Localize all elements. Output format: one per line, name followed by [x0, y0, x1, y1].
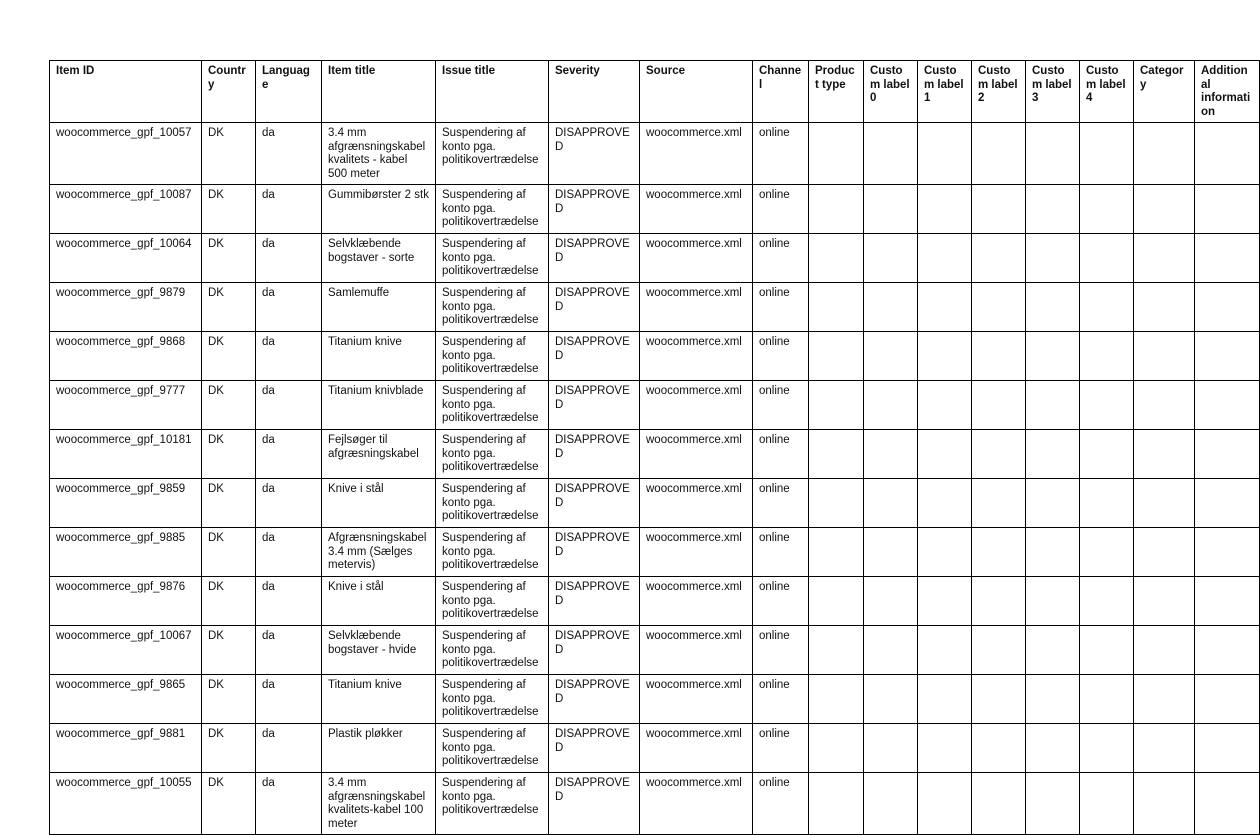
cell-custom-label-1 [918, 773, 972, 835]
cell-custom-label-2 [972, 123, 1026, 185]
header-additional-information: Additional information [1195, 61, 1260, 123]
cell-country: DK [202, 185, 256, 234]
cell-language: da [256, 675, 322, 724]
table-row [50, 724, 1260, 773]
cell-custom-label-3 [1026, 675, 1080, 724]
cell-source: woocommerce.xml [640, 675, 753, 724]
cell-channel: online [753, 528, 809, 577]
cell-country: DK [202, 479, 256, 528]
header-custom-label-2: Custom label 2 [972, 61, 1026, 123]
cell-issue-title: Suspendering af konto pga. politikovertrædelse [436, 234, 549, 283]
cell-item-title: Gummibørster 2 stk [322, 185, 436, 234]
cell-source: woocommerce.xml [640, 283, 753, 332]
cell-custom-label-3 [1026, 332, 1080, 381]
cell-product-type [809, 234, 864, 283]
cell-additional-information [1195, 626, 1260, 675]
cell-custom-label-2 [972, 234, 1026, 283]
header-row [50, 61, 1260, 123]
table-row [50, 332, 1260, 381]
cell-severity: DISAPPROVED [549, 675, 640, 724]
cell-category [1134, 123, 1195, 185]
cell-channel: online [753, 234, 809, 283]
cell-severity: DISAPPROVED [549, 283, 640, 332]
cell-channel: online [753, 332, 809, 381]
cell-custom-label-3 [1026, 185, 1080, 234]
cell-custom-label-0 [864, 381, 918, 430]
cell-country: DK [202, 724, 256, 773]
cell-country: DK [202, 528, 256, 577]
cell-item-title: Knive i stål [322, 577, 436, 626]
cell-custom-label-4 [1080, 724, 1134, 773]
cell-channel: online [753, 724, 809, 773]
cell-category [1134, 283, 1195, 332]
cell-product-type [809, 332, 864, 381]
cell-product-type [809, 123, 864, 185]
cell-custom-label-3 [1026, 479, 1080, 528]
cell-channel: online [753, 185, 809, 234]
cell-custom-label-1 [918, 724, 972, 773]
cell-source: woocommerce.xml [640, 773, 753, 835]
cell-item-title: 3.4 mm afgrænsningskabel kvalitets-kabel 100 meter [322, 773, 436, 835]
cell-item-title: Selvklæbende bogstaver - sorte [322, 234, 436, 283]
cell-custom-label-1 [918, 332, 972, 381]
cell-item-id: woocommerce_gpf_10057 [50, 123, 202, 185]
cell-product-type [809, 773, 864, 835]
cell-item-title: Afgrænsningskabel 3.4 mm (Sælges metervis) [322, 528, 436, 577]
cell-custom-label-3 [1026, 381, 1080, 430]
header-item-id: Item ID [50, 61, 202, 123]
header-channel: Channel [753, 61, 809, 123]
cell-additional-information [1195, 430, 1260, 479]
cell-severity: DISAPPROVED [549, 528, 640, 577]
cell-item-title: Titanium knive [322, 675, 436, 724]
cell-channel: online [753, 479, 809, 528]
cell-custom-label-0 [864, 577, 918, 626]
cell-custom-label-4 [1080, 479, 1134, 528]
table-row [50, 123, 1260, 185]
cell-additional-information [1195, 773, 1260, 835]
cell-category [1134, 381, 1195, 430]
table-body [50, 123, 1260, 835]
cell-custom-label-0 [864, 430, 918, 479]
cell-item-id: woocommerce_gpf_10067 [50, 626, 202, 675]
cell-issue-title: Suspendering af konto pga. politikovertrædelse [436, 332, 549, 381]
cell-language: da [256, 381, 322, 430]
cell-item-id: woocommerce_gpf_9865 [50, 675, 202, 724]
cell-custom-label-2 [972, 381, 1026, 430]
cell-country: DK [202, 626, 256, 675]
cell-category [1134, 332, 1195, 381]
cell-language: da [256, 123, 322, 185]
cell-custom-label-2 [972, 332, 1026, 381]
cell-additional-information [1195, 123, 1260, 185]
cell-source: woocommerce.xml [640, 626, 753, 675]
cell-item-id: woocommerce_gpf_9859 [50, 479, 202, 528]
cell-item-id: woocommerce_gpf_10064 [50, 234, 202, 283]
cell-item-title: Selvklæbende bogstaver - hvide [322, 626, 436, 675]
table-row [50, 626, 1260, 675]
cell-channel: online [753, 675, 809, 724]
cell-item-title: Titanium knivblade [322, 381, 436, 430]
header-item-title: Item title [322, 61, 436, 123]
cell-custom-label-3 [1026, 626, 1080, 675]
table-row [50, 479, 1260, 528]
cell-country: DK [202, 381, 256, 430]
table-row [50, 675, 1260, 724]
cell-product-type [809, 479, 864, 528]
cell-country: DK [202, 283, 256, 332]
header-category: Category [1134, 61, 1195, 123]
cell-issue-title: Suspendering af konto pga. politikovertrædelse [436, 528, 549, 577]
cell-custom-label-4 [1080, 773, 1134, 835]
cell-category [1134, 773, 1195, 835]
cell-additional-information [1195, 283, 1260, 332]
cell-severity: DISAPPROVED [549, 626, 640, 675]
cell-channel: online [753, 430, 809, 479]
cell-product-type [809, 675, 864, 724]
cell-country: DK [202, 577, 256, 626]
cell-custom-label-0 [864, 675, 918, 724]
cell-custom-label-0 [864, 123, 918, 185]
table-row [50, 185, 1260, 234]
header-issue-title: Issue title [436, 61, 549, 123]
cell-item-title: Plastik pløkker [322, 724, 436, 773]
cell-custom-label-3 [1026, 773, 1080, 835]
header-severity: Severity [549, 61, 640, 123]
cell-custom-label-2 [972, 528, 1026, 577]
cell-custom-label-3 [1026, 724, 1080, 773]
cell-custom-label-4 [1080, 675, 1134, 724]
cell-country: DK [202, 430, 256, 479]
header-source: Source [640, 61, 753, 123]
cell-custom-label-4 [1080, 381, 1134, 430]
cell-issue-title: Suspendering af konto pga. politikovertrædelse [436, 283, 549, 332]
cell-custom-label-1 [918, 430, 972, 479]
cell-additional-information [1195, 577, 1260, 626]
cell-custom-label-1 [918, 626, 972, 675]
cell-language: da [256, 577, 322, 626]
cell-custom-label-1 [918, 577, 972, 626]
cell-item-id: woocommerce_gpf_10181 [50, 430, 202, 479]
cell-category [1134, 430, 1195, 479]
cell-item-title: Samlemuffe [322, 283, 436, 332]
cell-custom-label-4 [1080, 332, 1134, 381]
header-product-type: Product type [809, 61, 864, 123]
cell-item-title: Titanium knive [322, 332, 436, 381]
cell-language: da [256, 479, 322, 528]
cell-custom-label-3 [1026, 234, 1080, 283]
cell-category [1134, 724, 1195, 773]
table-row [50, 577, 1260, 626]
cell-source: woocommerce.xml [640, 479, 753, 528]
cell-custom-label-1 [918, 234, 972, 283]
cell-custom-label-0 [864, 332, 918, 381]
cell-category [1134, 528, 1195, 577]
cell-source: woocommerce.xml [640, 234, 753, 283]
cell-custom-label-2 [972, 626, 1026, 675]
cell-custom-label-4 [1080, 528, 1134, 577]
cell-issue-title: Suspendering af konto pga. politikovertrædelse [436, 123, 549, 185]
cell-country: DK [202, 123, 256, 185]
cell-item-title: Knive i stål [322, 479, 436, 528]
cell-custom-label-2 [972, 430, 1026, 479]
cell-channel: online [753, 123, 809, 185]
cell-country: DK [202, 773, 256, 835]
cell-custom-label-3 [1026, 577, 1080, 626]
cell-source: woocommerce.xml [640, 185, 753, 234]
cell-custom-label-1 [918, 675, 972, 724]
header-custom-label-3: Custom label 3 [1026, 61, 1080, 123]
cell-custom-label-4 [1080, 185, 1134, 234]
header-country: Country [202, 61, 256, 123]
cell-product-type [809, 577, 864, 626]
cell-item-id: woocommerce_gpf_9885 [50, 528, 202, 577]
cell-country: DK [202, 332, 256, 381]
cell-channel: online [753, 626, 809, 675]
cell-custom-label-1 [918, 479, 972, 528]
cell-custom-label-3 [1026, 528, 1080, 577]
cell-channel: online [753, 381, 809, 430]
cell-channel: online [753, 773, 809, 835]
cell-issue-title: Suspendering af konto pga. politikovertrædelse [436, 724, 549, 773]
cell-custom-label-1 [918, 381, 972, 430]
cell-issue-title: Suspendering af konto pga. politikovertrædelse [436, 577, 549, 626]
cell-source: woocommerce.xml [640, 528, 753, 577]
cell-item-id: woocommerce_gpf_10087 [50, 185, 202, 234]
table-row [50, 528, 1260, 577]
cell-category [1134, 626, 1195, 675]
cell-item-id: woocommerce_gpf_9879 [50, 283, 202, 332]
cell-custom-label-2 [972, 185, 1026, 234]
cell-custom-label-2 [972, 283, 1026, 332]
cell-product-type [809, 626, 864, 675]
cell-custom-label-4 [1080, 123, 1134, 185]
cell-custom-label-0 [864, 479, 918, 528]
cell-item-id: woocommerce_gpf_10055 [50, 773, 202, 835]
cell-language: da [256, 234, 322, 283]
cell-custom-label-0 [864, 185, 918, 234]
cell-severity: DISAPPROVED [549, 724, 640, 773]
cell-source: woocommerce.xml [640, 724, 753, 773]
cell-product-type [809, 724, 864, 773]
cell-custom-label-1 [918, 528, 972, 577]
cell-issue-title: Suspendering af konto pga. politikovertrædelse [436, 381, 549, 430]
table-row [50, 283, 1260, 332]
cell-category [1134, 185, 1195, 234]
cell-additional-information [1195, 528, 1260, 577]
cell-item-id: woocommerce_gpf_9777 [50, 381, 202, 430]
table-row [50, 234, 1260, 283]
cell-source: woocommerce.xml [640, 430, 753, 479]
header-custom-label-0: Custom label 0 [864, 61, 918, 123]
cell-custom-label-4 [1080, 626, 1134, 675]
cell-item-id: woocommerce_gpf_9881 [50, 724, 202, 773]
cell-custom-label-1 [918, 185, 972, 234]
cell-language: da [256, 528, 322, 577]
cell-issue-title: Suspendering af konto pga. politikovertrædelse [436, 479, 549, 528]
cell-severity: DISAPPROVED [549, 773, 640, 835]
cell-custom-label-1 [918, 123, 972, 185]
cell-source: woocommerce.xml [640, 123, 753, 185]
cell-custom-label-0 [864, 626, 918, 675]
cell-issue-title: Suspendering af konto pga. politikovertrædelse [436, 773, 549, 835]
cell-issue-title: Suspendering af konto pga. politikovertrædelse [436, 185, 549, 234]
disapproved-items-table [49, 60, 1260, 835]
cell-category [1134, 234, 1195, 283]
cell-product-type [809, 381, 864, 430]
table-row [50, 381, 1260, 430]
cell-additional-information [1195, 724, 1260, 773]
cell-custom-label-2 [972, 479, 1026, 528]
cell-channel: online [753, 283, 809, 332]
cell-custom-label-1 [918, 283, 972, 332]
header-custom-label-4: Custom label 4 [1080, 61, 1134, 123]
cell-severity: DISAPPROVED [549, 123, 640, 185]
cell-language: da [256, 773, 322, 835]
cell-custom-label-2 [972, 773, 1026, 835]
cell-severity: DISAPPROVED [549, 234, 640, 283]
cell-severity: DISAPPROVED [549, 430, 640, 479]
cell-custom-label-0 [864, 773, 918, 835]
cell-language: da [256, 626, 322, 675]
cell-custom-label-4 [1080, 283, 1134, 332]
cell-source: woocommerce.xml [640, 332, 753, 381]
cell-additional-information [1195, 234, 1260, 283]
cell-product-type [809, 185, 864, 234]
cell-category [1134, 577, 1195, 626]
cell-product-type [809, 528, 864, 577]
cell-custom-label-0 [864, 234, 918, 283]
cell-custom-label-2 [972, 577, 1026, 626]
cell-custom-label-3 [1026, 123, 1080, 185]
cell-product-type [809, 283, 864, 332]
table-row [50, 773, 1260, 835]
cell-severity: DISAPPROVED [549, 332, 640, 381]
cell-language: da [256, 283, 322, 332]
cell-language: da [256, 332, 322, 381]
cell-product-type [809, 430, 864, 479]
cell-country: DK [202, 675, 256, 724]
cell-language: da [256, 185, 322, 234]
cell-custom-label-4 [1080, 234, 1134, 283]
cell-custom-label-4 [1080, 430, 1134, 479]
header-custom-label-1: Custom label 1 [918, 61, 972, 123]
cell-custom-label-0 [864, 528, 918, 577]
cell-issue-title: Suspendering af konto pga. politikovertrædelse [436, 626, 549, 675]
cell-custom-label-2 [972, 724, 1026, 773]
cell-severity: DISAPPROVED [549, 381, 640, 430]
cell-custom-label-3 [1026, 283, 1080, 332]
cell-item-id: woocommerce_gpf_9868 [50, 332, 202, 381]
cell-severity: DISAPPROVED [549, 185, 640, 234]
cell-additional-information [1195, 479, 1260, 528]
cell-item-title: Fejlsøger til afgræsningskabel [322, 430, 436, 479]
cell-custom-label-3 [1026, 430, 1080, 479]
cell-custom-label-0 [864, 283, 918, 332]
cell-severity: DISAPPROVED [549, 577, 640, 626]
cell-custom-label-4 [1080, 577, 1134, 626]
header-language: Language [256, 61, 322, 123]
cell-country: DK [202, 234, 256, 283]
cell-source: woocommerce.xml [640, 577, 753, 626]
cell-item-title: 3.4 mm afgrænsningskabel kvalitets - kabel 500 meter [322, 123, 436, 185]
cell-custom-label-0 [864, 724, 918, 773]
cell-additional-information [1195, 381, 1260, 430]
cell-custom-label-2 [972, 675, 1026, 724]
cell-issue-title: Suspendering af konto pga. politikovertrædelse [436, 430, 549, 479]
cell-issue-title: Suspendering af konto pga. politikovertrædelse [436, 675, 549, 724]
cell-language: da [256, 724, 322, 773]
cell-source: woocommerce.xml [640, 381, 753, 430]
cell-language: da [256, 430, 322, 479]
cell-severity: DISAPPROVED [549, 479, 640, 528]
cell-additional-information [1195, 675, 1260, 724]
cell-additional-information [1195, 185, 1260, 234]
cell-item-id: woocommerce_gpf_9876 [50, 577, 202, 626]
cell-category [1134, 479, 1195, 528]
cell-category [1134, 675, 1195, 724]
cell-additional-information [1195, 332, 1260, 381]
table-row [50, 430, 1260, 479]
cell-channel: online [753, 577, 809, 626]
